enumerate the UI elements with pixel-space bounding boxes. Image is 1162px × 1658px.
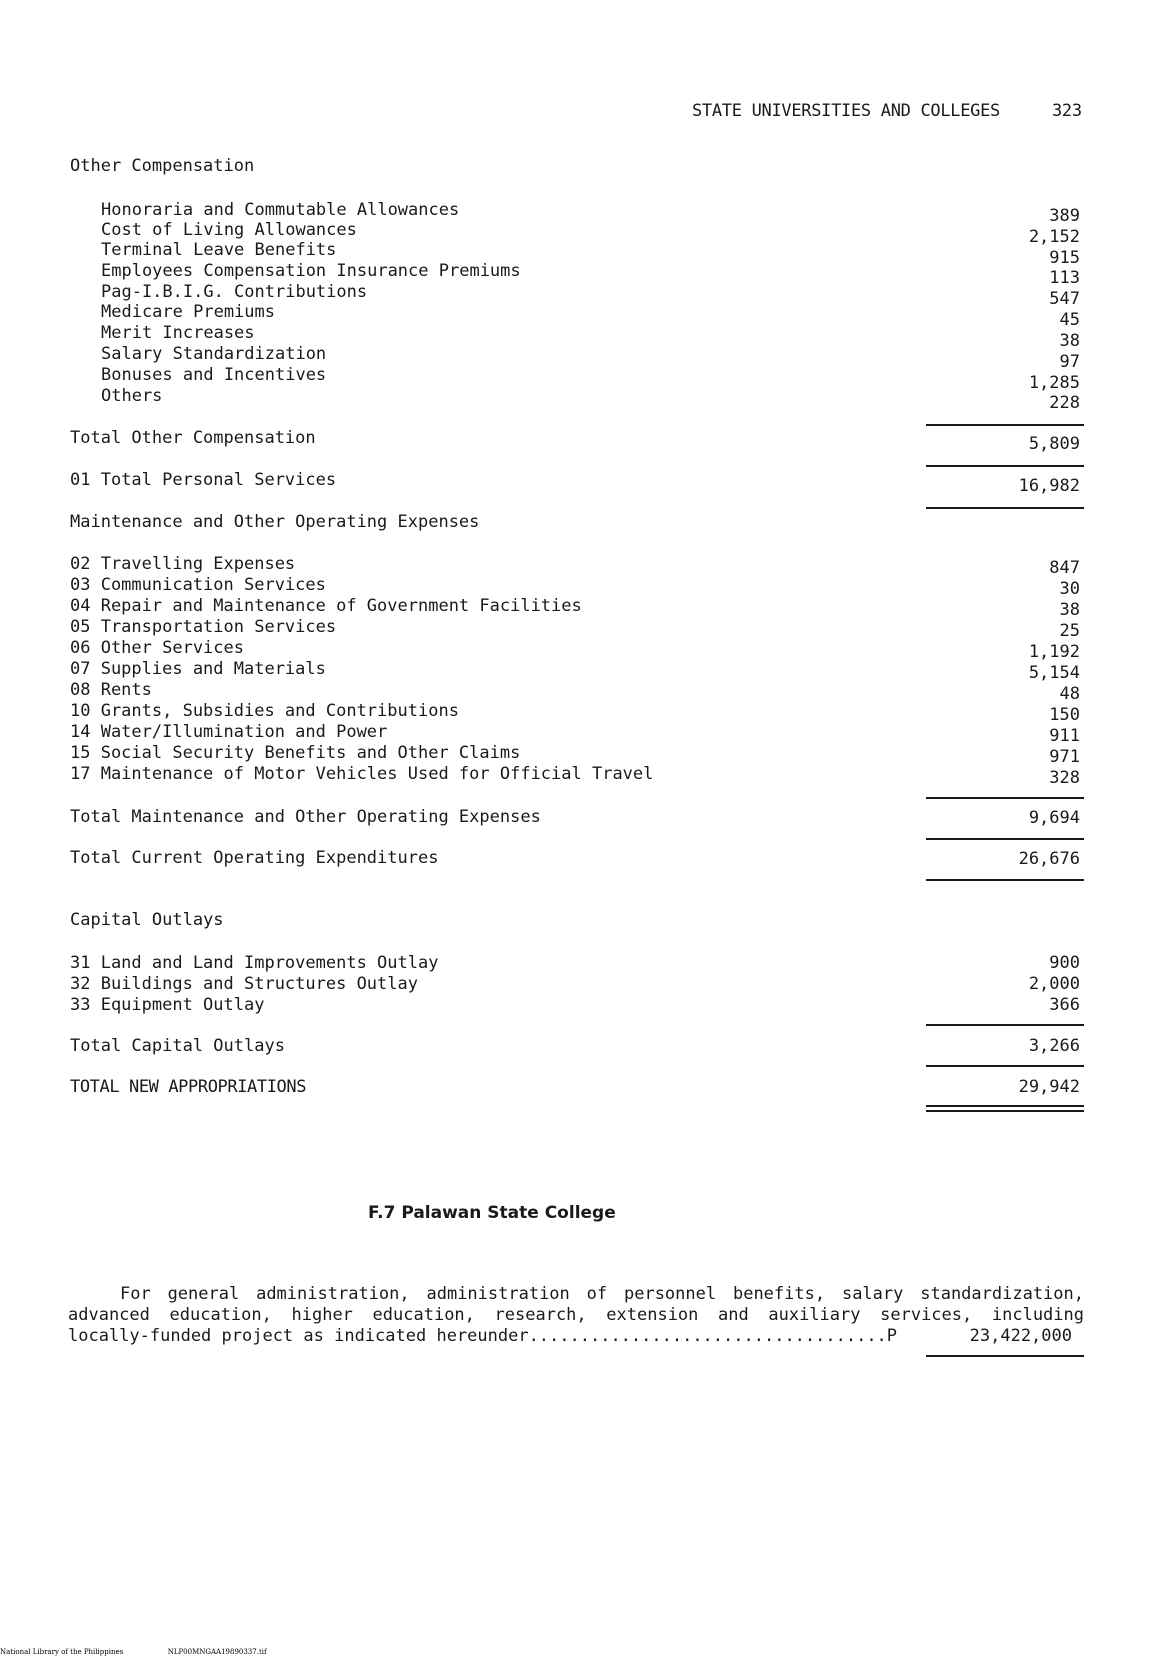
list-item-amount: 97 <box>1059 352 1080 372</box>
list-item-label: Pag-I.B.I.G. Contributions <box>101 282 368 302</box>
list-item-label: Honoraria and Commutable Allowances <box>101 200 460 220</box>
list-item-amount: 48 <box>1059 684 1080 704</box>
list-item-amount: 113 <box>1049 268 1080 288</box>
list-item-label: 17 Maintenance of Motor Vehicles Used for Official Travel <box>70 764 654 784</box>
list-item-amount: 911 <box>1049 726 1080 746</box>
section-paragraph <box>68 1284 1084 1326</box>
section-amount: 23,422,000 <box>969 1326 1072 1346</box>
total-other-compensation-label: Total Other Compensation <box>70 428 316 448</box>
list-item-amount: 2,152 <box>1028 227 1080 247</box>
subtotal-rule <box>926 424 1084 426</box>
list-item-amount: 389 <box>1049 206 1080 226</box>
other-compensation-heading: Other Compensation <box>70 156 255 176</box>
list-item-amount: 366 <box>1049 995 1080 1015</box>
list-item-amount: 328 <box>1049 768 1080 788</box>
mooe-heading: Maintenance and Other Operating Expenses <box>70 512 480 532</box>
list-item-label: 07 Supplies and Materials <box>70 659 326 679</box>
page-number: 323 <box>1052 101 1082 121</box>
list-item-label: 10 Grants, Subsidies and Contributions <box>70 701 459 721</box>
subtotal-rule <box>926 1355 1084 1357</box>
total-new-appropriations-amount: 29,942 <box>1018 1077 1080 1097</box>
paragraph-line: For general administration, administration of personnel benefits, salary standardization, <box>120 1284 1084 1304</box>
section-title: F.7 Palawan State College <box>368 1203 616 1223</box>
list-item-amount: 38 <box>1059 331 1080 351</box>
list-item-amount: 25 <box>1059 621 1080 641</box>
list-item-label: Bonuses and Incentives <box>101 365 327 385</box>
total-personal-services-amount: 16,982 <box>1018 476 1080 496</box>
footer <box>0 1648 267 1656</box>
list-item-label: Employees Compensation Insurance Premiums <box>101 261 521 281</box>
list-item-label: 04 Repair and Maintenance of Government Facilities <box>70 596 582 616</box>
list-item-label: 33 Equipment Outlay <box>70 995 265 1015</box>
total-new-appropriations-label: TOTAL NEW APPROPRIATIONS <box>70 1077 307 1097</box>
subtotal-rule <box>926 797 1084 799</box>
list-item-label: 32 Buildings and Structures Outlay <box>70 974 418 994</box>
double-rule-bottom <box>926 1110 1084 1112</box>
list-item-amount: 5,154 <box>1028 663 1080 683</box>
list-item-label: Salary Standardization <box>101 344 327 364</box>
double-rule-top <box>926 1105 1084 1107</box>
total-capital-outlays-amount: 3,266 <box>1028 1036 1080 1056</box>
total-capital-outlays-label: Total Capital Outlays <box>70 1036 285 1056</box>
list-item-amount: 228 <box>1049 393 1080 413</box>
list-item-amount: 2,000 <box>1028 974 1080 994</box>
list-item-amount: 30 <box>1059 579 1080 599</box>
total-personal-services-label: 01 Total Personal Services <box>70 470 337 490</box>
list-item-label: Others <box>101 386 163 406</box>
list-item-label: Merit Increases <box>101 323 255 343</box>
total-mooe-label: Total Maintenance and Other Operating Expenses <box>70 807 541 827</box>
list-item-amount: 915 <box>1049 248 1080 268</box>
list-item-amount: 1,285 <box>1028 373 1080 393</box>
paragraph-line: advanced education, higher education, research, extension and auxiliary services, including <box>68 1305 1084 1325</box>
subtotal-rule <box>926 507 1084 509</box>
list-item-amount: 150 <box>1049 705 1080 725</box>
subtotal-rule <box>926 879 1084 881</box>
subtotal-rule <box>926 1065 1084 1067</box>
subtotal-rule <box>926 1024 1084 1026</box>
list-item-label: 31 Land and Land Improvements Outlay <box>70 953 439 973</box>
subtotal-rule <box>926 465 1084 467</box>
list-item-amount: 38 <box>1059 600 1080 620</box>
list-item-amount: 1,192 <box>1028 642 1080 662</box>
list-item-label: 08 Rents <box>70 680 152 700</box>
total-other-compensation-amount: 5,809 <box>1028 434 1080 454</box>
list-item-amount: 847 <box>1049 558 1080 578</box>
list-item-amount: 547 <box>1049 289 1080 309</box>
list-item-label: 14 Water/Illumination and Power <box>70 722 388 742</box>
total-current-operating-label: Total Current Operating Expenditures <box>70 848 439 868</box>
footer-library: National Library of the Philippines <box>0 1648 124 1656</box>
list-item-label: 02 Travelling Expenses <box>70 554 296 574</box>
list-item-label: Medicare Premiums <box>101 302 275 322</box>
footer-file-id: NLP00MNGAA19890337.tif <box>167 1648 267 1656</box>
subtotal-rule <box>926 838 1084 840</box>
list-item-label: Terminal Leave Benefits <box>101 240 337 260</box>
list-item-label: 03 Communication Services <box>70 575 326 595</box>
list-item-amount: 45 <box>1059 310 1080 330</box>
running-title: STATE UNIVERSITIES AND COLLEGES <box>692 101 1000 121</box>
list-item-label: 05 Transportation Services <box>70 617 337 637</box>
list-item-label: 15 Social Security Benefits and Other Claims <box>70 743 521 763</box>
list-item-amount: 900 <box>1049 953 1080 973</box>
total-mooe-amount: 9,694 <box>1028 808 1080 828</box>
capital-outlays-heading: Capital Outlays <box>70 910 224 930</box>
list-item-label: 06 Other Services <box>70 638 244 658</box>
list-item-amount: 971 <box>1049 747 1080 767</box>
paragraph-line: locally-funded project as indicated hereunder...................................P <box>68 1326 898 1346</box>
total-current-operating-amount: 26,676 <box>1018 849 1080 869</box>
list-item-label: Cost of Living Allowances <box>101 220 357 240</box>
